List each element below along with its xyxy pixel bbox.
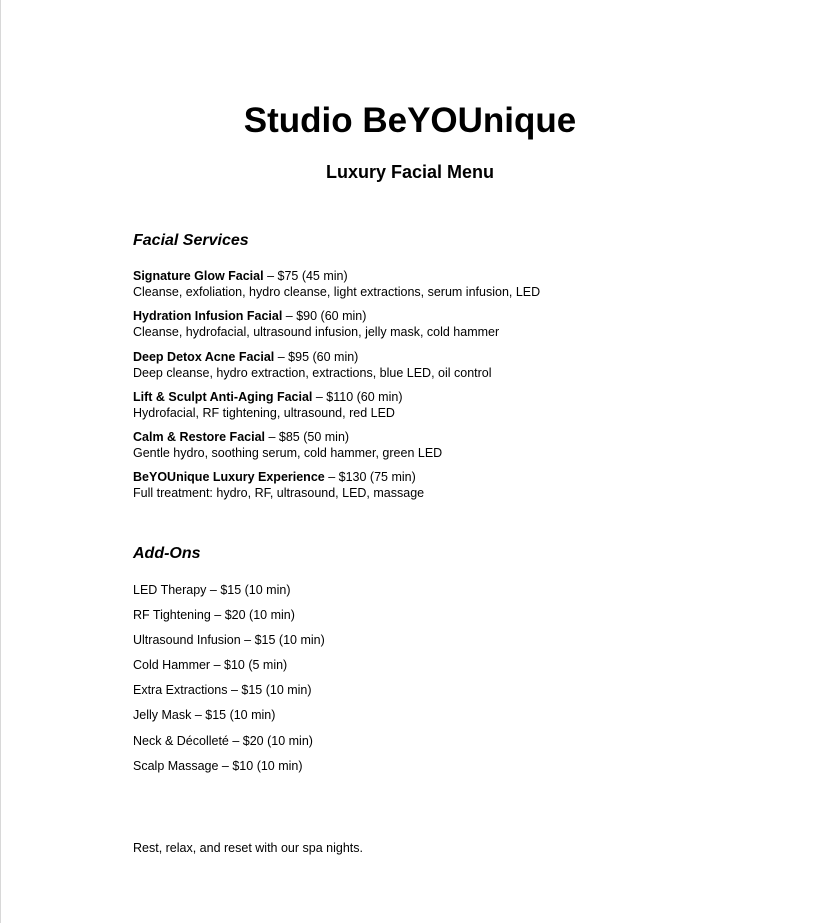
service-description: Cleanse, hydrofacial, ultrasound infusion, jelly mask, cold hammer bbox=[133, 325, 500, 340]
facial-services-heading: Facial Services bbox=[133, 232, 249, 249]
add-on-item: Neck & Décolleté – $20 (10 min) bbox=[133, 733, 313, 748]
service-item bbox=[133, 469, 753, 509]
service-title-line bbox=[133, 429, 753, 445]
add-on-item: Jelly Mask – $15 (10 min) bbox=[133, 708, 276, 723]
service-title-line bbox=[133, 268, 753, 284]
service-price: – $85 (50 min) bbox=[265, 430, 350, 445]
service-price: – $90 (60 min) bbox=[282, 309, 367, 324]
service-name: Signature Glow Facial bbox=[133, 269, 264, 283]
service-description: Full treatment: hydro, RF, ultrasound, LED, massage bbox=[133, 486, 425, 501]
service-name: BeYOUnique Luxury Experience bbox=[133, 470, 325, 485]
service-item bbox=[133, 308, 753, 348]
facial-services-list bbox=[133, 268, 753, 510]
service-name: Calm & Restore Facial bbox=[133, 430, 265, 445]
service-price: – $95 (60 min) bbox=[274, 349, 359, 364]
add-on-item: Cold Hammer – $10 (5 min) bbox=[133, 658, 288, 673]
service-description: Deep cleanse, hydro extraction, extractions, blue LED, oil control bbox=[133, 365, 492, 380]
service-title-line bbox=[133, 308, 753, 324]
add-on-item: RF Tightening – $20 (10 min) bbox=[133, 608, 295, 623]
service-name: Lift & Sculpt Anti-Aging Facial bbox=[133, 389, 313, 404]
closing-line: Rest, relax, and reset with our spa nights. bbox=[133, 840, 363, 855]
service-title-line bbox=[133, 349, 753, 365]
service-title-line bbox=[133, 469, 753, 485]
add-on-item: Extra Extractions – $15 (10 min) bbox=[133, 683, 312, 698]
service-description: Gentle hydro, soothing serum, cold hammer, green LED bbox=[133, 446, 443, 461]
service-description: Hydrofacial, RF tightening, ultrasound, red LED bbox=[133, 405, 395, 420]
service-item bbox=[133, 268, 753, 308]
service-item bbox=[133, 349, 753, 389]
add-ons-heading: Add-Ons bbox=[133, 545, 201, 562]
service-item bbox=[133, 389, 753, 429]
page-title: Studio BeYOUnique bbox=[243, 101, 577, 140]
service-price: – $110 (60 min) bbox=[312, 389, 403, 404]
service-name: Hydration Infusion Facial bbox=[133, 309, 283, 324]
service-price: – $130 (75 min) bbox=[324, 470, 416, 485]
service-name: Deep Detox Acne Facial bbox=[133, 349, 275, 364]
add-ons-list bbox=[133, 582, 633, 783]
service-description: Cleanse, exfoliation, hydro cleanse, light extractions, serum infusion, LED bbox=[133, 285, 541, 299]
service-title-line bbox=[133, 389, 753, 405]
add-on-item: Scalp Massage – $10 (10 min) bbox=[133, 758, 303, 773]
service-item bbox=[133, 429, 753, 469]
page-subtitle: Luxury Facial Menu bbox=[325, 162, 495, 182]
add-on-item: LED Therapy – $15 (10 min) bbox=[133, 583, 291, 597]
add-on-item: Ultrasound Infusion – $15 (10 min) bbox=[133, 633, 325, 648]
service-price: – $75 (45 min) bbox=[263, 269, 348, 283]
